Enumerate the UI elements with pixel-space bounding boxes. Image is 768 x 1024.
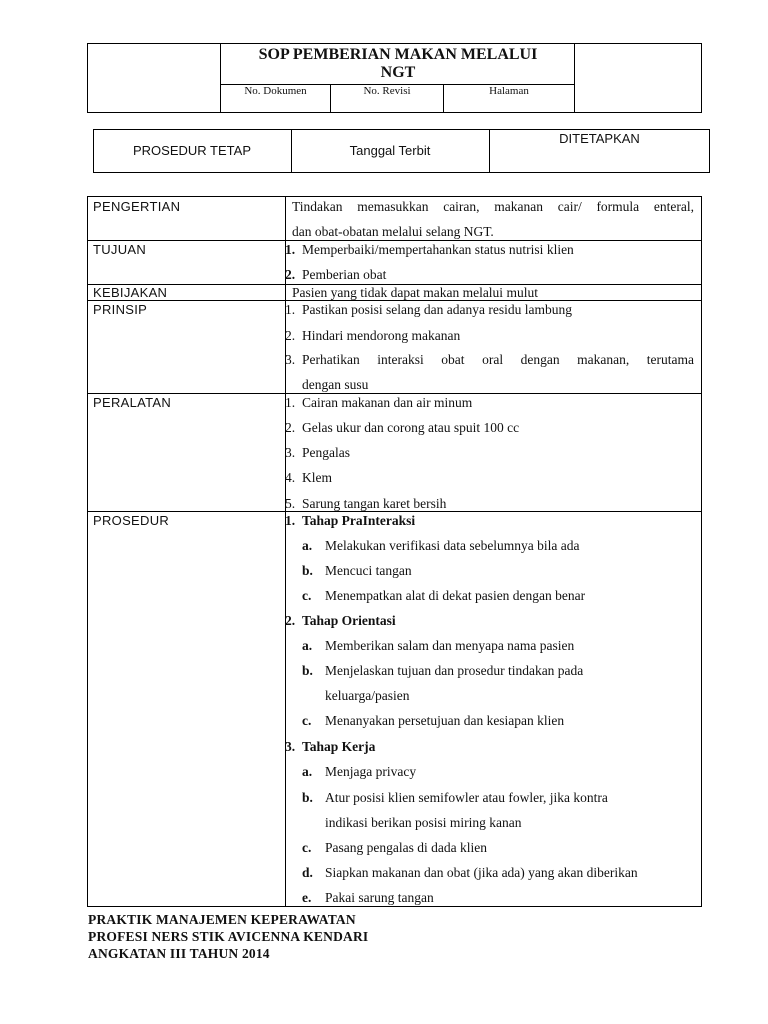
prinsip-label: PRINSIP xyxy=(93,302,148,317)
stage-3-item-e-letter: e. xyxy=(302,890,312,905)
stage-2-item-b-letter: b. xyxy=(302,663,313,678)
stage-2-item-c: Menanyakan persetujuan dan kesiapan klien xyxy=(325,713,565,728)
peralatan-item-4-number: 4. xyxy=(285,470,296,485)
stage-3-item-c: Pasang pengalas di dada klien xyxy=(325,840,487,855)
stage-1-item-a: Melakukan verifikasi data sebelumnya bila ada xyxy=(325,538,580,553)
stage-2-item-b-line2: keluarga/pasien xyxy=(325,688,410,703)
pengertian-text-line1: Tindakan memasukkan cairan, makanan cair/ formula enteral, xyxy=(292,199,694,214)
tujuan-item-1-number: 1. xyxy=(285,242,296,257)
document-title-line1: SOP PEMBERIAN MAKAN MELALUI xyxy=(258,46,538,63)
header-divider-right xyxy=(574,43,575,113)
row-divider-tujuan xyxy=(87,240,702,241)
peralatan-item-3-number: 3. xyxy=(285,445,296,460)
stage-1-item-b: Mencuci tangan xyxy=(325,563,412,578)
kebijakan-text: Pasien yang tidak dapat makan melalui mulut xyxy=(292,285,538,300)
stage-2-number: 2. xyxy=(285,613,296,628)
footer-line-1: PRAKTIK MANAJEMEN KEPERAWATAN xyxy=(88,912,356,927)
stage-3-item-c-letter: c. xyxy=(302,840,312,855)
stage-3-title: Tahap Kerja xyxy=(302,739,376,754)
stage-3-item-b-line2: indikasi berikan posisi miring kanan xyxy=(325,815,522,830)
document-title-line2: NGT xyxy=(380,64,416,81)
peralatan-item-1-number: 1. xyxy=(285,395,296,410)
pengertian-label: PENGERTIAN xyxy=(93,199,181,214)
stage-3-item-b-letter: b. xyxy=(302,790,313,805)
peralatan-item-5: Sarung tangan karet bersih xyxy=(302,496,447,511)
stage-3-item-a: Menjaga privacy xyxy=(325,764,417,779)
peralatan-item-2: Gelas ukur dan corong atau spuit 100 cc xyxy=(302,420,520,435)
prinsip-item-3-line2: dengan susu xyxy=(302,377,369,392)
tujuan-item-2: Pemberian obat xyxy=(302,267,387,282)
row-divider-peralatan xyxy=(87,393,702,394)
prinsip-item-1: Pastikan posisi selang dan adanya residu lambung xyxy=(302,302,572,317)
stage-2-item-a: Memberikan salam dan menyapa nama pasien xyxy=(325,638,575,653)
stage-1-number: 1. xyxy=(285,513,296,528)
stage-3-item-b-line1: Atur posisi klien semifowler atau fowler, jika kontra xyxy=(325,790,608,805)
stage-1-title: Tahap PraInteraksi xyxy=(302,513,416,528)
stage-2-item-c-letter: c. xyxy=(302,713,312,728)
peralatan-item-5-number: 5. xyxy=(285,496,296,511)
prinsip-item-3-line1: Perhatikan interaksi obat oral dengan makanan, terutama xyxy=(302,352,694,367)
peralatan-item-4: Klem xyxy=(302,470,332,485)
stage-2-item-b-line1: Menjelaskan tujuan dan prosedur tindakan pada xyxy=(325,663,584,678)
footer-line-2: PROFESI NERS STIK AVICENNA KENDARI xyxy=(88,929,369,944)
stage-3-number: 3. xyxy=(285,739,296,754)
tujuan-item-1: Memperbaiki/mempertahankan status nutrisi klien xyxy=(302,242,574,257)
prinsip-item-1-number: 1. xyxy=(285,302,296,317)
stage-2-item-a-letter: a. xyxy=(302,638,313,653)
stage-3-item-a-letter: a. xyxy=(302,764,313,779)
peralatan-label: PERALATAN xyxy=(93,395,172,410)
stage-1-item-a-letter: a. xyxy=(302,538,313,553)
pengertian-text-line2: dan obat-obatan melalui selang NGT. xyxy=(292,224,494,239)
peralatan-item-2-number: 2. xyxy=(285,420,296,435)
stage-1-item-c: Menempatkan alat di dekat pasien dengan benar xyxy=(325,588,586,603)
prosedur-label: PROSEDUR xyxy=(93,513,170,528)
tanggal-terbit-label: Tanggal Terbit xyxy=(349,143,431,158)
peralatan-item-3: Pengalas xyxy=(302,445,350,460)
prinsip-item-2: Hindari mendorong makanan xyxy=(302,328,461,343)
ditetapkan-label: DITETAPKAN xyxy=(559,131,640,146)
no-dokumen-label: No. Dokumen xyxy=(244,85,307,97)
prosedur-tetap-label: PROSEDUR TETAP xyxy=(133,143,251,158)
prinsip-item-3-number: 3. xyxy=(285,352,296,367)
stage-3-item-d: Siapkan makanan dan obat (jika ada) yang akan diberikan xyxy=(325,865,638,880)
tujuan-label: TUJUAN xyxy=(93,242,147,257)
peralatan-item-1: Cairan makanan dan air minum xyxy=(302,395,473,410)
stage-3-item-e: Pakai sarung tangan xyxy=(325,890,434,905)
stage-1-item-b-letter: b. xyxy=(302,563,313,578)
footer-line-3: ANGKATAN III TAHUN 2014 xyxy=(88,946,270,961)
tujuan-item-2-number: 2. xyxy=(285,267,296,282)
stage-1-item-c-letter: c. xyxy=(302,588,312,603)
document-title xyxy=(222,46,574,82)
stage-2-title: Tahap Orientasi xyxy=(302,613,396,628)
halaman-label: Halaman xyxy=(489,85,529,97)
stage-3-item-d-letter: d. xyxy=(302,865,313,880)
kebijakan-label: KEBIJAKAN xyxy=(93,285,168,300)
prinsip-item-2-number: 2. xyxy=(285,328,296,343)
header-divider-left xyxy=(220,43,221,113)
no-revisi-label: No. Revisi xyxy=(363,85,411,97)
